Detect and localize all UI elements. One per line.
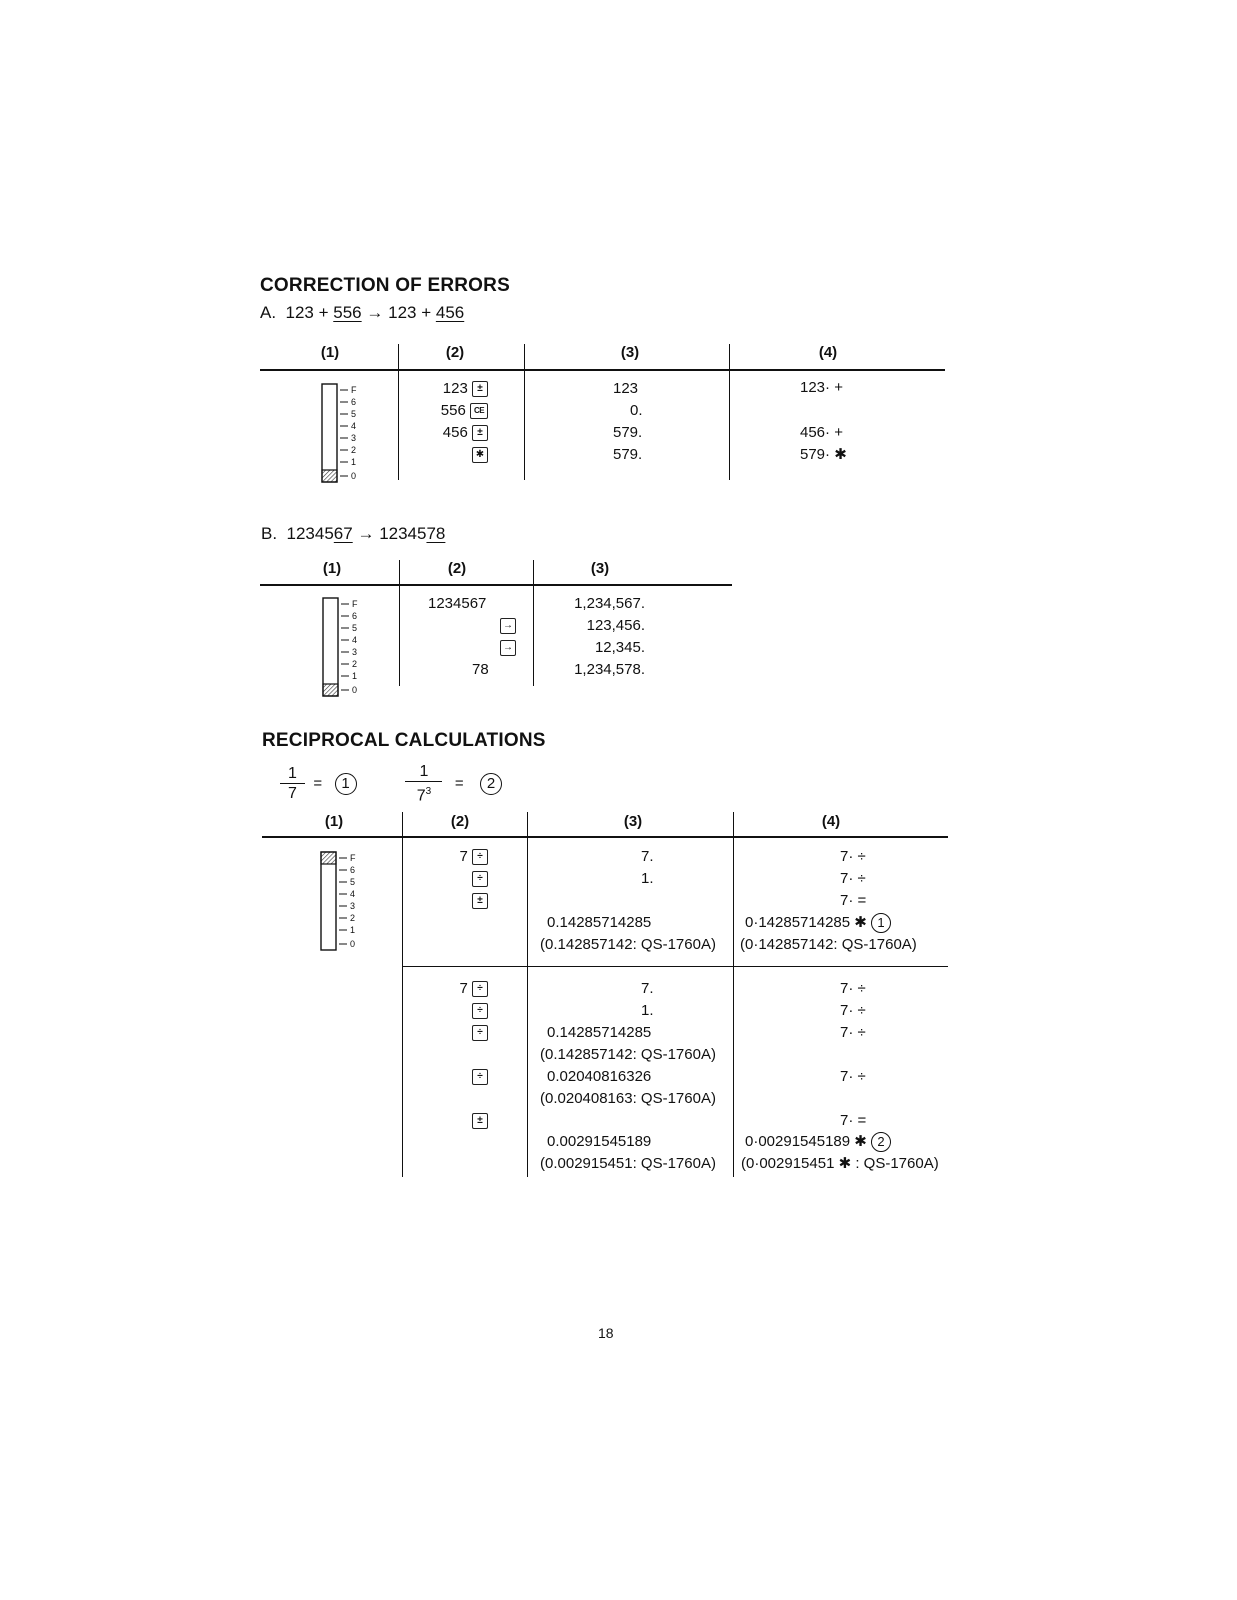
circled-number-2-icon: 2 [480,773,502,795]
circled-number-1-icon: 1 [335,773,357,795]
r2-print-1: 7· ÷ [840,980,866,997]
dial-label-0: 0 [352,685,358,695]
table-a-print-4: 579· ✱ [800,446,847,463]
r2-print-3: 7· ÷ [840,1024,866,1041]
table-a-print-3: 456· + [800,424,843,441]
dial-label-2: 2 [352,659,358,669]
table-a-header-2: (2) [445,344,465,361]
table-b-divider-1 [399,560,400,686]
fraction-exponent: 3 [425,786,432,797]
r2-display-2: 1. [641,1002,654,1019]
entry-value: 7 [459,980,468,997]
entry-value: 556 [440,402,466,419]
dial-label-2: 2 [351,445,357,455]
fraction-one-seventh [280,764,305,803]
table-a-header-1: (1) [320,344,340,361]
example-b-from-wrong: 67 [333,524,353,543]
table-a-divider-2 [524,344,525,480]
dial-label-5: 5 [350,877,356,887]
entry-value: 456 [442,424,468,441]
table-a-row2-entry [410,400,488,422]
print-result-value: 0·14285714285 ✱ [745,914,867,931]
r1-print-1: 7· ÷ [840,848,866,865]
dial-label-6: 6 [350,865,356,875]
table-b-divider-2 [533,560,534,686]
r1-result-alt: (0.142857142: QS-1760A) [540,936,716,953]
table-r-divider-3 [733,812,734,1177]
plus-equals-key-icon: ± [472,893,488,909]
decimal-dial-r [319,850,379,954]
example-a-right: 456 [435,303,465,322]
dial-label-6: 6 [351,397,357,407]
r2-print-5: 7· = [840,1112,867,1129]
example-a-expr1: 123 + [285,303,329,322]
dial-label-4: 4 [351,421,357,431]
r2-row4-entry [412,1066,488,1088]
dial-label-3: 3 [351,433,357,443]
plus-equals-key-icon: ± [472,1113,488,1129]
reciprocal-formulas [280,762,502,805]
dial-label-f: F [350,853,356,863]
shift-key-icon: → [500,618,516,634]
table-a-print-1: 123· + [800,379,843,396]
r1-row2-entry [412,868,488,890]
table-a-row4-entry [410,444,488,466]
dial-label-f: F [352,599,358,609]
table-a-display-4: 579. [613,446,643,463]
dial-label-2: 2 [350,913,356,923]
r2-print-result [745,1131,891,1153]
example-a-prefix: A. [260,303,277,322]
dial-label-6: 6 [352,611,358,621]
example-b-prefix: B. [261,524,278,543]
example-b-from-start: 12345 [286,524,334,543]
fraction-denominator [405,782,442,805]
table-a-header-rule [260,369,945,371]
section-title-reciprocal: RECIPROCAL CALCULATIONS [262,730,546,751]
example-a-expr2: 123 + [388,303,432,322]
divide-key-icon: ÷ [472,871,488,887]
example-a-expression [260,303,464,323]
divide-key-icon: ÷ [472,849,488,865]
dial-label-1: 1 [350,925,356,935]
decimal-dial-a [320,382,380,486]
r2-row2-entry [412,1000,488,1022]
r2-result: 0.00291545189 [547,1133,652,1150]
entry-value: 7 [459,848,468,865]
r2-row1-entry [412,978,488,1000]
example-b-arrow: → [357,524,375,543]
plus-equals-key-icon: ± [472,425,488,441]
example-a-wrong: 556 [333,303,362,322]
dial-label-3: 3 [352,647,358,657]
r2-print-4: 7· ÷ [840,1068,866,1085]
table-b-display-3: 12,345. [594,639,645,656]
page-number: 18 [598,1325,614,1341]
r2-display-4-alt: (0.020408163: QS-1760A) [540,1090,716,1107]
table-b-display-4: 1,234,578. [574,661,645,678]
r1-row1-entry [412,846,488,868]
r1-display-1: 7. [641,848,654,865]
table-a-display-2: 0. [630,402,643,419]
dial-label-4: 4 [352,635,358,645]
clear-entry-key-icon: CE [470,403,488,419]
r2-row3-entry [412,1022,488,1044]
table-r-header-2: (2) [450,813,470,830]
dial-label-5: 5 [352,623,358,633]
r1-result: 0.14285714285 [547,914,652,931]
table-b-display-1: 1,234,567. [574,595,645,612]
plus-equals-key-icon: ± [472,381,488,397]
example-b-expression [261,524,445,544]
example-b-to-right: 78 [426,524,446,543]
divide-key-icon: ÷ [472,981,488,997]
dial-label-1: 1 [351,457,357,467]
r1-print-3: 7· = [840,892,867,909]
table-r-header-3: (3) [623,813,643,830]
table-a-display-1: 123 [613,380,639,397]
equals-sign: = [454,775,464,793]
r2-display-1: 7. [641,980,654,997]
section-title-correction: CORRECTION OF ERRORS [260,275,510,296]
example-b-to-start: 12345 [379,524,427,543]
table-a-divider-1 [398,344,399,480]
r2-print-2: 7· ÷ [840,1002,866,1019]
table-a-row1-entry [410,378,488,400]
dial-label-f: F [351,385,357,395]
divide-key-icon: ÷ [472,1025,488,1041]
r2-display-3: 0.14285714285 [547,1024,652,1041]
dial-label-5: 5 [351,409,357,419]
table-b [260,556,732,701]
table-b-header-rule [260,584,732,586]
r2-print-alt: (0·002915451 ✱ : QS-1760A) [741,1155,939,1172]
dial-label-1: 1 [352,671,358,681]
total-key-icon: ✱ [472,447,488,463]
r1-row3-entry [412,890,488,912]
table-r-header-1: (1) [324,813,344,830]
circled-number-1-icon: 1 [871,913,891,933]
table-b-header-2: (2) [447,560,467,577]
circled-number-2-icon: 2 [871,1132,891,1152]
table-r-header-4: (4) [821,813,841,830]
table-b-header-1: (1) [322,560,342,577]
table-r-divider-2 [527,812,528,1177]
table-b-entry-last: 78 [472,661,489,678]
r1-print-result [745,912,891,934]
table-r-part-rule [402,966,948,967]
r2-result-alt: (0.002915451: QS-1760A) [540,1155,716,1172]
r1-print-alt: (0·142857142: QS-1760A) [740,936,917,953]
print-result-value: 0·00291545189 ✱ [745,1133,867,1150]
table-b-entry-first: 1234567 [428,595,487,612]
r2-display-4: 0.02040816326 [547,1068,652,1085]
table-a-row3-entry [410,422,488,444]
equals-sign: = [313,775,323,793]
example-a-arrow: → [366,303,384,322]
fraction-numerator: 1 [280,764,305,784]
table-r-header-rule [262,836,948,838]
dial-label-4: 4 [350,889,356,899]
table-a [260,340,945,485]
dial-label-0: 0 [350,939,356,949]
table-r-divider-1 [402,812,403,1177]
fraction-one-seventh-cubed [405,762,442,805]
r2-display-3-alt: (0.142857142: QS-1760A) [540,1046,716,1063]
fraction-numerator: 1 [405,762,442,782]
table-a-divider-3 [729,344,730,480]
table-b-shift-2 [500,637,516,659]
table-b-shift-1 [500,615,516,637]
table-a-display-3: 579. [613,424,643,441]
fraction-denominator: 7 [288,785,297,803]
r1-display-2: 1. [641,870,654,887]
dial-label-0: 0 [351,471,357,481]
table-b-header-3: (3) [590,560,610,577]
table-b-display-2: 123,456. [586,617,645,634]
divide-key-icon: ÷ [472,1003,488,1019]
fraction-base: 7 [416,787,426,805]
decimal-dial-b [321,596,381,700]
dial-label-3: 3 [350,901,356,911]
table-reciprocal [262,808,948,1178]
r2-row5-entry [412,1110,488,1132]
divide-key-icon: ÷ [472,1069,488,1085]
shift-key-icon: → [500,640,516,656]
entry-value: 123 [442,380,468,397]
r1-print-2: 7· ÷ [840,870,866,887]
table-a-header-3: (3) [620,344,640,361]
table-a-header-4: (4) [818,344,838,361]
